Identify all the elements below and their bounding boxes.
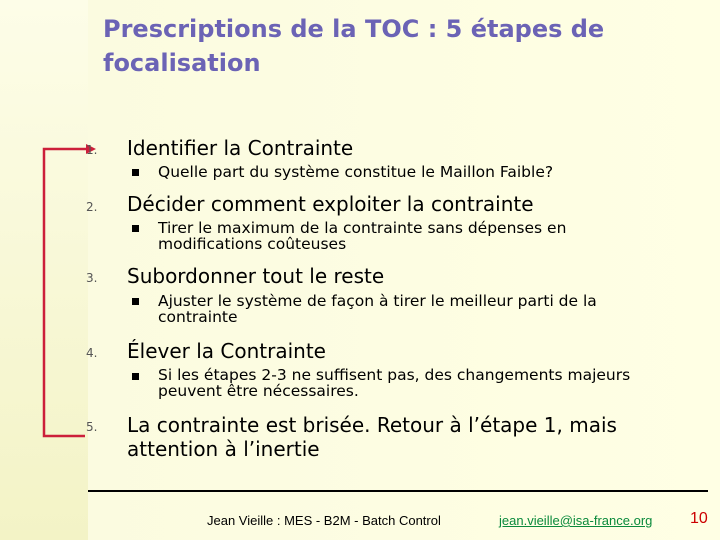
step-4-bullet — [132, 373, 139, 380]
step-2-bullet — [132, 225, 139, 232]
step-1-sub: Quelle part du système constitue le Maillon Faible? — [158, 163, 554, 181]
slide-title: Prescriptions de la TOC : 5 étapes de focalisation — [103, 15, 605, 77]
footer-email-link[interactable]: jean.vieille@isa-france.org — [499, 513, 653, 528]
step-2-number: 2. — [86, 200, 98, 214]
step-1-number: 1. — [86, 143, 98, 157]
step-1-heading: Identifier la Contrainte — [127, 136, 354, 160]
step-5-number: 5. — [86, 420, 98, 434]
footer-author: Jean Vieille : MES - B2M - Batch Control — [207, 513, 441, 528]
step-3-number: 3. — [86, 271, 98, 285]
step-2-sub: Tirer le maximum de la contrainte sans dépenses en modifications coûteuses — [158, 219, 567, 253]
loop-back-arrow — [0, 0, 120, 450]
page-number: 10 — [690, 510, 708, 527]
footer-rule — [88, 490, 708, 492]
step-4-sub: Si les étapes 2-3 ne suffisent pas, des changements majeurs peuvent être nécessaires. — [158, 366, 631, 400]
step-3-sub: Ajuster le système de façon à tirer le meilleur parti de la contrainte — [158, 292, 597, 326]
step-4-heading: Élever la Contrainte — [127, 339, 326, 363]
step-1-bullet — [132, 169, 139, 176]
loop-back-line — [44, 149, 90, 436]
step-3-heading: Subordonner tout le reste — [127, 264, 385, 288]
step-3-bullet — [132, 298, 139, 305]
step-5-heading: La contrainte est brisée. Retour à l’étape 1, mais attention à l’inertie — [127, 413, 617, 461]
step-2-heading: Décider comment exploiter la contrainte — [127, 192, 534, 216]
step-4-number: 4. — [86, 346, 98, 360]
